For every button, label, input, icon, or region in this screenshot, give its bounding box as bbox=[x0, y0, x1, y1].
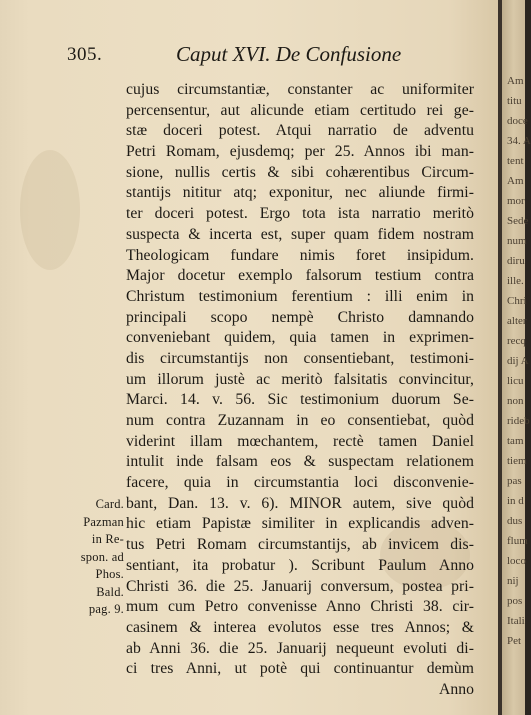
text-line: tus Petri Romam circumstantijs, ab invicem dis- bbox=[126, 536, 474, 554]
margin-note-line: pag. 9. bbox=[88, 602, 124, 616]
text-line: Petri Romam, ejusdemq; per 25. Annos ibi man- bbox=[126, 143, 474, 161]
text-line: ci tres Anni, ut potè qui continuantur demùm bbox=[126, 660, 474, 678]
text-line: sione, nullis certis & sibi cohærentibus Circum- bbox=[126, 163, 474, 181]
text-line: viderint illam mœchantem, rectè tamen Daniel bbox=[126, 432, 474, 450]
facing-fragment: in d bbox=[507, 495, 524, 507]
text-line: mum cum Petro convenisse Anno Christi 38. cir- bbox=[126, 598, 474, 616]
facing-fragment: num bbox=[507, 235, 527, 247]
catchword: Anno bbox=[438, 680, 474, 698]
facing-fragment: Am bbox=[507, 75, 524, 87]
facing-fragment: nij bbox=[507, 575, 519, 587]
text-line: ter doceri potest. Ergo tota ista narratio meritò bbox=[126, 205, 474, 223]
facing-fragment: loco bbox=[507, 555, 526, 567]
facing-fragment: dus bbox=[507, 515, 523, 527]
text-line: ab Anni 36. die 25. Januarij nequeunt evoluti di- bbox=[126, 639, 474, 657]
text-line: Christum testimonium ferentium : illi enim in bbox=[126, 287, 474, 305]
facing-fragment: 34. A bbox=[507, 135, 531, 147]
facing-fragment: diru bbox=[507, 255, 525, 267]
text-line: conveniebant quidem, quia tamen in exprimen- bbox=[126, 329, 474, 347]
text-line: cujus circumstantiæ, constanter ac uniformiter bbox=[126, 81, 474, 98]
text-line: stæ doceri potest. Atqui narratio de adventu bbox=[126, 122, 474, 140]
text-line: percensentur, aut alicunde etiam certitudo rei ge- bbox=[126, 101, 474, 119]
facing-fragment: mor bbox=[507, 195, 525, 207]
text-line: Major docetur exemplo falsorum testium contra bbox=[126, 267, 474, 285]
facing-fragment: ille. bbox=[507, 275, 524, 287]
text-line: casinem & interea evolutos esse tres Annos; & bbox=[126, 618, 474, 636]
facing-fragment: Sede bbox=[507, 215, 529, 227]
margin-note-line: in Re- bbox=[91, 532, 124, 546]
paper-stain bbox=[20, 150, 80, 270]
facing-fragment: non bbox=[507, 395, 524, 407]
page-number: 305. bbox=[67, 44, 103, 65]
text-line: hic etiam Papistæ similiter in explicandis adven- bbox=[126, 515, 474, 533]
facing-fragment: tent bbox=[507, 155, 524, 167]
margin-note bbox=[66, 496, 124, 619]
margin-note-line: Pazman bbox=[83, 514, 124, 529]
text-line: bant, Dan. 13. v. 6). MINOR autem, sive quòd bbox=[126, 494, 474, 512]
margin-note-line: Bald. bbox=[96, 584, 124, 599]
facing-fragment: rideb bbox=[507, 415, 530, 427]
facing-fragment: Pet bbox=[507, 635, 522, 647]
text-line: Christi 36. die 25. Januarij conversum, postea pri- bbox=[126, 577, 474, 595]
facing-fragment: dij A bbox=[507, 355, 529, 367]
text-line: facere, quia in circumstantia loci disconvenie- bbox=[126, 474, 474, 492]
facing-fragment: doce bbox=[507, 115, 528, 127]
facing-fragment: pos bbox=[507, 595, 523, 607]
facing-page-edge bbox=[502, 0, 531, 715]
facing-fragment: licu bbox=[507, 375, 524, 387]
facing-fragment: pas bbox=[507, 475, 522, 487]
text-line: um illorum justè ac meritò falsitatis convincitur, bbox=[126, 370, 474, 388]
margin-note-line: Phos. bbox=[95, 567, 124, 581]
text-line: num contra Zuzannam in eo consentiebat, quòd bbox=[126, 412, 474, 429]
margin-note-line: spon. ad bbox=[80, 549, 124, 564]
text-line: Marci. 14. v. 56. Sic testimonium duorum Se- bbox=[126, 391, 474, 409]
facing-fragment: recq bbox=[507, 335, 526, 347]
text-line: sentiant, ita probatur ). Scribunt Paulum Anno bbox=[126, 556, 474, 574]
text-line: dis circumstantijs non consentiebant, testimoni- bbox=[126, 349, 474, 367]
running-head: Caput XVI. De Confusione bbox=[176, 42, 402, 66]
facing-fragment: Itali bbox=[507, 615, 525, 627]
margin-note-line: Card. bbox=[95, 497, 124, 511]
text-line: stantijs nititur atq; exponitur, nec aliunde firmi- bbox=[126, 184, 474, 202]
facing-fragment: titu bbox=[507, 95, 522, 107]
facing-fragment: Chri bbox=[507, 295, 527, 307]
text-line: Theologicam fundare nimis foret insipidum. bbox=[126, 246, 474, 264]
text-line: intulit inde falsam eos & suspectam relationem bbox=[126, 453, 474, 471]
facing-fragment: tam bbox=[507, 435, 524, 447]
text-line: suspecta & incerta est, super quam fidem nostram bbox=[126, 225, 474, 243]
text-line: principali scopo nempè Christo damnando bbox=[126, 308, 474, 326]
facing-fragment: flum bbox=[507, 535, 528, 547]
facing-fragment: alter bbox=[507, 315, 527, 327]
body-text bbox=[126, 80, 474, 701]
facing-fragment: tiem bbox=[507, 455, 527, 467]
facing-fragment: Am bbox=[507, 175, 524, 187]
